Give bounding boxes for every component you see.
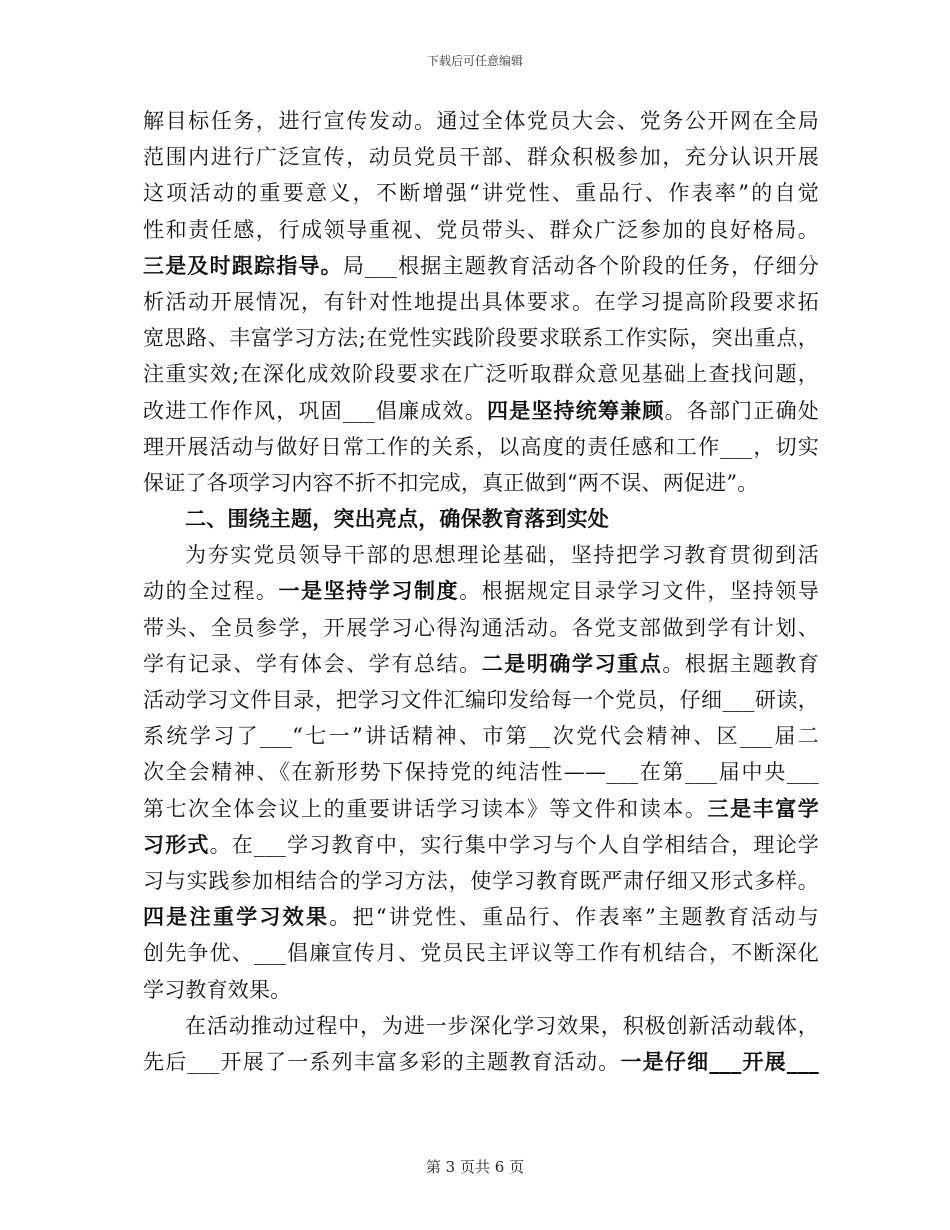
bold-phrase: 一是坚持学习制度 (278, 578, 460, 604)
document-body (143, 103, 819, 1080)
text-segment: 这项活动的重要意义，不断增强“讲党性、重品行、作表率”的自觉 (143, 181, 819, 206)
bold-phrase: 四是坚持统筹兼顾 (486, 397, 665, 423)
text-line (143, 827, 819, 863)
text-segment: 第七次全体会议上的重要讲话学习读本》等文件和读本。 (143, 796, 708, 821)
text-line (143, 682, 819, 718)
text-line (143, 863, 819, 899)
text-line (143, 754, 819, 790)
text-segment: 范围内进行广泛宣传，动员党员干部、群众积极参加，充分认识开展 (143, 145, 819, 170)
page-header: 下载后可任意编辑 (426, 54, 523, 68)
text-segment: 理开展活动与做好日常工作的关系，以高度的责任感和工作___，切实 (143, 434, 819, 459)
text-segment: 为夯实党员领导干部的思想理论基础，坚持把学习教育贯彻到活 (185, 543, 819, 568)
bold-phrase: 三是丰富学 (707, 795, 819, 821)
text-segment: 。根据主题教育 (662, 651, 819, 676)
bold-phrase: 四是注重学习效果 (143, 904, 330, 930)
text-line (143, 935, 819, 971)
text-segment: 。根据规定目录学习文件，坚持领导 (459, 579, 819, 604)
text-line (143, 103, 819, 139)
text-segment: 动的全过程。 (143, 579, 279, 604)
text-line (143, 320, 819, 356)
text-segment: 注重实效;在深化成效阶段要求在广泛听取群众意见基础上查找问题， (143, 362, 819, 387)
text-line (143, 212, 819, 248)
text-segment: 宽思路、丰富学习方法;在党性实践阶段要求联系工作实际，突出重点， (143, 326, 819, 351)
text-segment: 二、围绕主题，突出亮点，确保教育落到实处 (185, 506, 609, 532)
text-segment: 创先争优、___倡廉宣传月、党员民主评议等工作有机结合，不断深化 (143, 941, 819, 966)
bold-phrase: 二是明确学习重点 (481, 650, 663, 676)
text-line (143, 175, 819, 211)
section-heading (143, 501, 819, 537)
text-segment: 。各部门正确处 (664, 398, 819, 423)
text-segment: 。把“讲党性、重品行、作表率”主题教育活动与 (329, 905, 819, 930)
text-segment: 析活动开展情况，有针对性地提出具体要求。在学习提高阶段要求拓 (143, 289, 819, 314)
text-line (143, 791, 819, 827)
text-segment: 局___根据主题教育活动各个阶段的任务，仔细分 (342, 253, 819, 278)
text-segment: 习与实践参加相结合的学习方法，使学习教育既严肃仔细又形式多样。 (143, 868, 819, 893)
text-segment: 系统学习了___“七一”讲话精神、市第__次党代会精神、区___届二 (143, 724, 819, 749)
text-line (143, 248, 819, 284)
text-segment: 在活动推动过程中，为进一步深化学习效果，积极创新活动载体， (185, 1013, 819, 1038)
text-line (143, 284, 819, 320)
text-line (143, 393, 819, 429)
text-segment: 次全会精神、《在新形势下保持党的纯洁性——___在第___届中央___ (143, 760, 819, 785)
text-line (143, 972, 819, 1008)
bold-phrase: 习形式 (143, 831, 210, 857)
text-line (143, 646, 819, 682)
text-segment: 先后___开展了一系列丰富多彩的主题教育活动。 (143, 1049, 621, 1074)
bold-phrase: 一是仔细___开展___ (620, 1048, 819, 1074)
text-segment: 解目标任务，进行宣传发动。通过全体党员大会、党务公开网在全局 (143, 109, 819, 133)
text-segment: 性和责任感，行成领导重视、党员带头、群众广泛参加的良好格局。 (143, 217, 819, 242)
text-segment: 学习教育效果。 (143, 977, 292, 1002)
text-line (143, 1008, 819, 1044)
text-line (143, 465, 819, 501)
text-segment: 活动学习文件目录，把学习文件汇编印发给每一个党员，仔细___研读， (143, 688, 819, 712)
text-line (143, 610, 819, 646)
text-line (143, 429, 819, 465)
text-line (143, 139, 819, 175)
text-line (143, 1044, 819, 1080)
text-line (143, 899, 819, 935)
text-segment: 学有记录、学有体会、学有总结。 (143, 651, 482, 676)
text-line (143, 356, 819, 392)
text-segment: 。在___学习教育中，实行集中学习与个人自学相结合，理论学 (209, 832, 819, 857)
bold-phrase: 三是及时跟踪指导。 (143, 252, 343, 278)
text-segment: 带头、全员参学，开展学习心得沟通活动。各党支部做到学有计划、 (143, 615, 819, 640)
text-line (143, 573, 819, 609)
page-footer: 第 3 页共 6 页 (425, 1158, 525, 1176)
text-segment: 改进工作作风，巩固___倡廉成效。 (143, 398, 487, 423)
text-line (143, 718, 819, 754)
text-line (143, 537, 819, 573)
text-segment: 保证了各项学习内容不折不扣完成，真正做到“两不误、两促进”。 (143, 470, 759, 495)
